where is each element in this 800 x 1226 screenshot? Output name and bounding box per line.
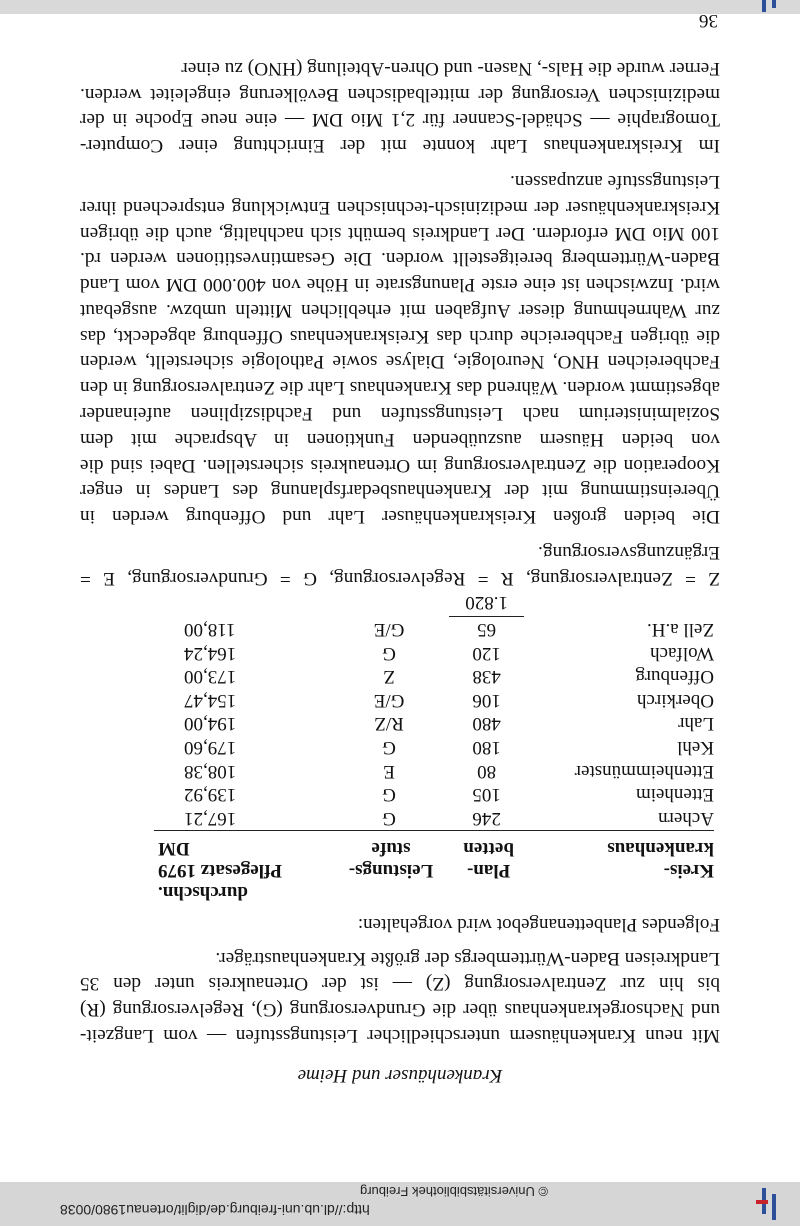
- table-row: [154, 665, 714, 689]
- table-row: [154, 641, 714, 665]
- table-row: [154, 617, 714, 641]
- page-content: [80, 9, 720, 1086]
- cell-leistungsstufe: R/Z: [374, 713, 404, 735]
- col-header-planbetten: Plan- betten: [463, 837, 514, 881]
- cell-leistungsstufe: Z: [383, 666, 395, 688]
- cell-leistungsstufe: G: [382, 807, 396, 829]
- table-header-row: [154, 830, 714, 903]
- permalink-url[interactable]: http://dl.ub.uni-freiburg.de/diglit/ortenau1980/0038: [60, 1202, 370, 1218]
- footer-band: [0, 1182, 800, 1226]
- cell-leistungsstufe: G: [382, 784, 396, 806]
- table-row: [154, 688, 714, 712]
- table-row: [154, 712, 714, 736]
- table-total-row: [154, 591, 714, 617]
- cell-planbetten: 438: [472, 666, 501, 688]
- cell-pflegesatz: 167,21: [184, 807, 237, 829]
- cell-pflegesatz: 194,00: [184, 713, 237, 735]
- cell-leistungsstufe: G/E: [373, 689, 405, 711]
- hospital-table: [154, 591, 714, 903]
- table-body: [154, 591, 714, 830]
- cell-pflegesatz: 154,47: [184, 689, 237, 711]
- cell-planbetten: 180: [472, 737, 501, 759]
- cell-pflegesatz: 173,00: [184, 666, 237, 688]
- cell-leistungsstufe: G: [382, 737, 396, 759]
- cell-total-planbetten: 1.820: [465, 592, 509, 614]
- copyright-text: © Universitätsbibliothek Freiburg: [360, 1184, 549, 1199]
- cell-planbetten: 120: [472, 642, 501, 664]
- cell-krankenhaus: Ettenheimmünster: [574, 760, 714, 782]
- cell-pflegesatz: 118,00: [184, 618, 236, 640]
- col-header-pflegesatz: durchschn. Pflegesatz 1979 DM: [158, 837, 282, 903]
- table-row: [154, 735, 714, 759]
- cell-planbetten: 106: [472, 689, 501, 711]
- col-header-krankenhaus: Kreis- krankenhaus: [607, 837, 714, 881]
- page-number: 36: [699, 9, 718, 31]
- table-intro: Folgendes Planbettenangebot wird vorgehalten:: [357, 913, 720, 935]
- cell-pflegesatz: 139,92: [184, 784, 237, 806]
- cell-krankenhaus: Kehl: [677, 737, 714, 759]
- cell-pflegesatz: 164,24: [184, 642, 237, 664]
- cell-planbetten: 80: [477, 760, 497, 782]
- table-row: [154, 806, 714, 830]
- table-legend: Z = Zentralversorgung, R = Regelversorgung, G = Grundversorgung, E = Ergänzungsversorgung.: [80, 542, 720, 589]
- cell-krankenhaus: Oberkirch: [636, 689, 714, 711]
- cell-planbetten: 480: [472, 713, 501, 735]
- table-row: [154, 783, 714, 807]
- cell-krankenhaus: Lahr: [678, 713, 714, 735]
- cell-krankenhaus: Zell a.H.: [646, 618, 714, 640]
- cell-empty: [154, 591, 329, 617]
- cell-empty: [524, 591, 714, 617]
- cell-krankenhaus: Wolfach: [650, 642, 714, 664]
- paragraph-lahr: Im Kreiskrankenhaus Lahr konnte mit der Einrichtung einer Computer-Tomographie — Schädel-Scanner für 2,1 Mio DM — eine neue Epoche in der medizinischen Versorgung der mittelbadischen Bevölkerung eingeleitet werden. Ferner wurde die Hals-, Nasen- und Ohren-Abteilung (HNO) zu einer: [80, 57, 720, 157]
- cell-planbetten: 65: [449, 617, 524, 641]
- ub-logo-icon: [742, 1184, 800, 1224]
- cell-leistungsstufe: G: [382, 642, 396, 664]
- cell-leistungsstufe: E: [383, 760, 395, 782]
- cell-krankenhaus: Ettenheim: [635, 784, 714, 806]
- running-header: Krankenhäuser und Heime: [297, 1065, 503, 1086]
- cell-krankenhaus: Offenburg: [635, 666, 714, 688]
- cell-krankenhaus: Achern: [658, 807, 714, 829]
- scanned-page: [0, 9, 800, 1182]
- paragraph-zentralversorgung: Die beiden großen Kreiskrankenhäuser Lahr und Offenburg werden in Übereinstimmung mit der Krankenhausbedarfsplanung des Landes in enger Kooperation die Zentralversorgung im Ortenaukreis sicherstellen. Dabei sind die von beiden Häusern auszuübenden Funktionen in Absprache mit dem Sozialministerium nach Leistungsstufen und Fachdisziplinen aufeinander abgestimmt worden. Während das Krankenhaus Lahr die Zentralversorgung in den Fachbereichen HNO, Neurologie, Dialyse sowie Pathologie sicherstellt, werden die übrigen Fachbereiche durch das Kreiskrankenhaus Offenburg abgedeckt, das zur Wahrnehmung dieser Aufgaben mit erheblichen Mitteln umbzw. ausgebaut wird. Inzwischen ist eine erste Planungsrate in Höhe von 400.000 DM vom Land Baden-Württemberg bereitgestellt worden. Die Gesamtinvestitionen werden rd. 100 Mio DM erfordern. Der Landkreis bemüht sich nachhaltig, auch die übrigen Kreiskrankenhäuser der medizinisch-technischen Entwicklung entsprechend ihrer Leistungsstufe anzupassen.: [80, 170, 720, 528]
- paragraph-intro: Mit neun Krankenhäusern unterschiedlicher Leistungsstufen — vom Langzeit- und Nachsorgekrankenhaus über die Grundversorgung (G), Regelversorgung (R) bis hin zur Zentralversorgung (Z) — ist der Ortenaukreis unter den 35 Landkreisen Baden-Württembergs der größte Krankenhausträger.: [80, 947, 720, 1046]
- cell-leistungsstufe: G/E: [373, 618, 405, 640]
- cell-pflegesatz: 108,38: [184, 760, 237, 782]
- cell-empty: [329, 591, 450, 617]
- cell-pflegesatz: 179,60: [184, 737, 237, 759]
- table-row: [154, 759, 714, 783]
- cell-planbetten: 246: [472, 807, 501, 829]
- cell-planbetten: 105: [472, 784, 501, 806]
- col-header-leistungsstufe: Leistungs- stufe: [348, 837, 434, 881]
